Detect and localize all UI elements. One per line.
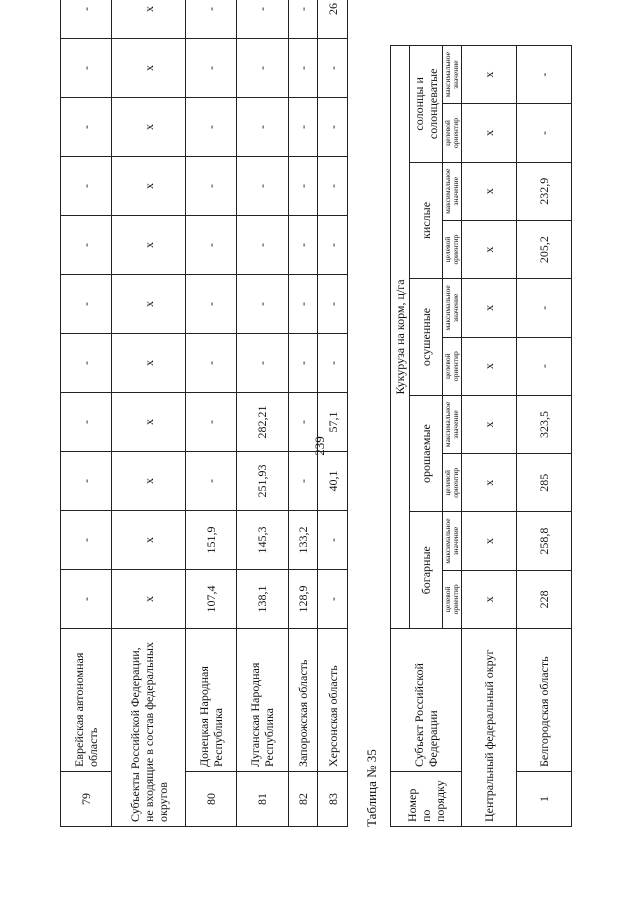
row-name: Запорожская область <box>288 629 318 772</box>
cell: - <box>237 39 288 98</box>
cell: х <box>112 334 185 393</box>
cell: - <box>61 216 112 275</box>
row-number: 80 <box>185 772 236 827</box>
header-main: Кукуруза на корм, ц/га <box>391 46 410 629</box>
cell: х <box>462 279 517 337</box>
cell: - <box>185 0 236 39</box>
cell: - <box>61 39 112 98</box>
row-name: Луганская Народная Республика <box>237 629 288 772</box>
cell: 323,5 <box>517 395 572 453</box>
cell: - <box>517 337 572 395</box>
cell: - <box>318 334 348 393</box>
table-row <box>61 0 112 827</box>
cell: х <box>112 157 185 216</box>
cell: - <box>185 98 236 157</box>
cell: 232,9 <box>517 162 572 220</box>
cell: 282,21 <box>237 393 288 452</box>
cell: - <box>288 216 318 275</box>
cell: - <box>237 216 288 275</box>
cell: - <box>288 334 318 393</box>
cell: 285 <box>517 454 572 512</box>
cell: 251,93 <box>237 452 288 511</box>
cell: 107,4 <box>185 570 236 629</box>
cell: - <box>288 393 318 452</box>
cell: - <box>61 275 112 334</box>
cell: 205,2 <box>517 220 572 278</box>
table-row <box>288 0 318 827</box>
row-number: 79 <box>61 772 112 827</box>
row-name: Донецкая Народная Республика <box>185 629 236 772</box>
row-name: Херсонская область <box>318 629 348 772</box>
cell: - <box>185 275 236 334</box>
cell: - <box>237 275 288 334</box>
cell: 151,9 <box>185 511 236 570</box>
cell: - <box>61 570 112 629</box>
table-row <box>318 0 348 827</box>
cell: 228 <box>517 570 572 628</box>
header-sub: максимальное значение <box>443 279 462 337</box>
cell: 57,1 <box>318 393 348 452</box>
header-num: Номер по порядку <box>391 772 462 827</box>
cell: - <box>185 334 236 393</box>
page-number: 239 <box>312 436 327 456</box>
cell: х <box>112 39 185 98</box>
cell: - <box>237 157 288 216</box>
cell: - <box>185 39 236 98</box>
cell: - <box>237 334 288 393</box>
header-group: осушенные <box>410 279 443 396</box>
table35 <box>390 45 572 827</box>
cell: 133,2 <box>288 511 318 570</box>
cell: 258,8 <box>517 512 572 570</box>
cell: - <box>185 157 236 216</box>
header-sub: целевой ориентир <box>443 220 462 278</box>
header-row <box>391 46 410 827</box>
cell: х <box>112 98 185 157</box>
cell: - <box>61 0 112 39</box>
table-row <box>185 0 236 827</box>
cell: - <box>61 98 112 157</box>
cell: - <box>318 98 348 157</box>
cell: х <box>112 511 185 570</box>
cell: - <box>61 157 112 216</box>
header-group: орошаемые <box>410 395 443 512</box>
cell: - <box>318 570 348 629</box>
header-sub: максимальное значение <box>443 395 462 453</box>
cell: х <box>112 0 185 39</box>
row-name: Еврейская автономная область <box>61 629 112 772</box>
cell: - <box>517 279 572 337</box>
table-row <box>517 46 572 827</box>
cell: - <box>318 39 348 98</box>
cell: х <box>462 220 517 278</box>
table-row <box>112 0 185 827</box>
table-row <box>462 46 517 827</box>
row-number: 82 <box>288 772 318 827</box>
cell: - <box>185 452 236 511</box>
cell: - <box>288 39 318 98</box>
cell: - <box>185 393 236 452</box>
cell: - <box>61 334 112 393</box>
cell: - <box>237 98 288 157</box>
cell: - <box>318 157 348 216</box>
row-number: 1 <box>517 772 572 827</box>
cell: 128,9 <box>288 570 318 629</box>
header-group: солонцы и солонцеватые <box>410 46 443 163</box>
cell: х <box>462 337 517 395</box>
cell: 40,1 <box>318 452 348 511</box>
cell: - <box>517 46 572 104</box>
header-sub: целевой ориентир <box>443 570 462 628</box>
cell: 138,1 <box>237 570 288 629</box>
cell: - <box>318 511 348 570</box>
cell: х <box>462 512 517 570</box>
cell: х <box>462 570 517 628</box>
cell: х <box>112 393 185 452</box>
cell: - <box>318 216 348 275</box>
header-sub: максимальное значение <box>443 162 462 220</box>
header-sub: целевой ориентир <box>443 337 462 395</box>
row-name: Центральный федеральный округ <box>462 629 517 827</box>
header-sub: максимальное значение <box>443 46 462 104</box>
cell: - <box>288 0 318 39</box>
cell: - <box>318 275 348 334</box>
cell: 26 <box>318 0 348 39</box>
cell: - <box>185 216 236 275</box>
cell: - <box>61 393 112 452</box>
cell: - <box>61 511 112 570</box>
header-sub: максимальное значение <box>443 512 462 570</box>
cell: х <box>112 570 185 629</box>
cell: - <box>517 104 572 162</box>
cell: х <box>462 46 517 104</box>
header-sub: целевой ориентир <box>443 104 462 162</box>
cell: 145,3 <box>237 511 288 570</box>
cell: х <box>112 275 185 334</box>
cell: - <box>237 0 288 39</box>
top-table-container <box>60 3 348 827</box>
row-number: 83 <box>318 772 348 827</box>
cell: - <box>288 157 318 216</box>
cell: - <box>288 275 318 334</box>
table35-container <box>390 45 572 827</box>
table-caption: Таблица № 35 <box>364 749 379 827</box>
header-sub: целевой ориентир <box>443 454 462 512</box>
row-number: 81 <box>237 772 288 827</box>
cell: х <box>462 104 517 162</box>
cell: х <box>462 454 517 512</box>
top-table <box>60 0 348 827</box>
cell: х <box>112 452 185 511</box>
cell: х <box>462 162 517 220</box>
cell: - <box>288 98 318 157</box>
cell: - <box>288 452 318 511</box>
table-row <box>237 0 288 827</box>
header-group: богарные <box>410 512 443 629</box>
cell: х <box>112 216 185 275</box>
row-name: Белгородская область <box>517 629 572 772</box>
row-name: Субъекты Российской Федерации, не входящие в состав федеральных округов <box>112 629 185 827</box>
cell: х <box>462 395 517 453</box>
header-subject: Субъект Российской Федерации <box>391 629 462 772</box>
cell: - <box>61 452 112 511</box>
header-group: кислые <box>410 162 443 279</box>
